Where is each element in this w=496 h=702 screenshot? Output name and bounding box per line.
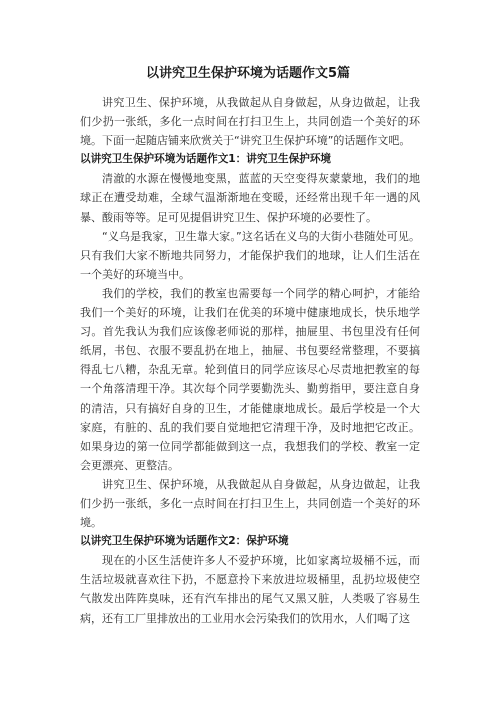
- essay-1-heading: 以讲究卫生保护环境为话题作文1：讲究卫生保护环境: [80, 153, 332, 166]
- document-body: [80, 93, 420, 628]
- essay-1-paragraph-1: 清澈的水源在慢慢地变黑，蓝蓝的天空变得灰蒙蒙地，我们的地球正在遭受劫难，全球气温渐渐地在变暖，还经常出现千年一遇的风暴、酸雨等等。足可见提倡讲究卫生、保护环境的必要性了。: [80, 172, 420, 224]
- essay-1-paragraph-3: 我们的学校，我们的教室也需要每一个同学的精心呵护，才能给我们一个美好的环境，让我们在优美的环境中健康地成长，快乐地学习。首先我认为我们应该像老师说的那样，抽屉里、书包里没有任何纸屑，书包、衣服不要乱扔在地上，抽屉、书包要经常整理，不要搞得乱七八糟，杂乱无章。轮到值日的同学应该尽心尽责地把教室的每一个角落清理干净。其次每个同学要勤洗头、勤剪指甲，要注意自身的清洁，只有搞好自身的卫生，才能健康地成长。最后学校是一个大家庭，有脏的、乱的我们要自觉地把它清理干净，及时地把它改正。如果身边的第一位同学都能做到这一点，我想我们的学校、教室一定会更漂亮、更整洁。: [80, 286, 420, 472]
- essay-2-paragraph-1: 现在的小区生活使许多人不爱护环境，比如家离垃圾桶不远，而生活垃圾就喜欢往下扔，不愿意拎下来放进垃圾桶里，乱扔垃圾使空气散发出阵阵臭味，还有汽车排出的尾气又黑又脏，人类吸了容易生病，还有工厂里排放出的工业用水会污染我们的饮用水，人们喝了这: [80, 554, 420, 625]
- intro-paragraph: 讲究卫生、保护环境，从我做起从自身做起，从身边做起，让我们少扔一张纸，多化一点时间在打扫卫生上，共同创造一个美好的环境。下面一起随店铺来欣赏关于“讲究卫生保护环境”的话题作文吧。: [80, 96, 420, 148]
- document-title: 以讲究卫生保护环境为话题作文5篇: [145, 66, 351, 81]
- essay-1-paragraph-4: 讲究卫生、保护环境，从我做起从自身做起，从身边做起，让我们少扔一张纸，多化一点时间在打扫卫生上，共同创造一个美好的环境。: [80, 477, 420, 530]
- essay-1-paragraph-2: “义乌是我家，卫生靠大家。”这名话在义乌的大街小巷随处可见。只有我们大家不断地共同努力，才能保护我们的地球，让人们生活在一个美好的环境当中。: [80, 229, 420, 281]
- essay-2-heading: 以讲究卫生保护环境为话题作文2：保护环境: [80, 535, 289, 548]
